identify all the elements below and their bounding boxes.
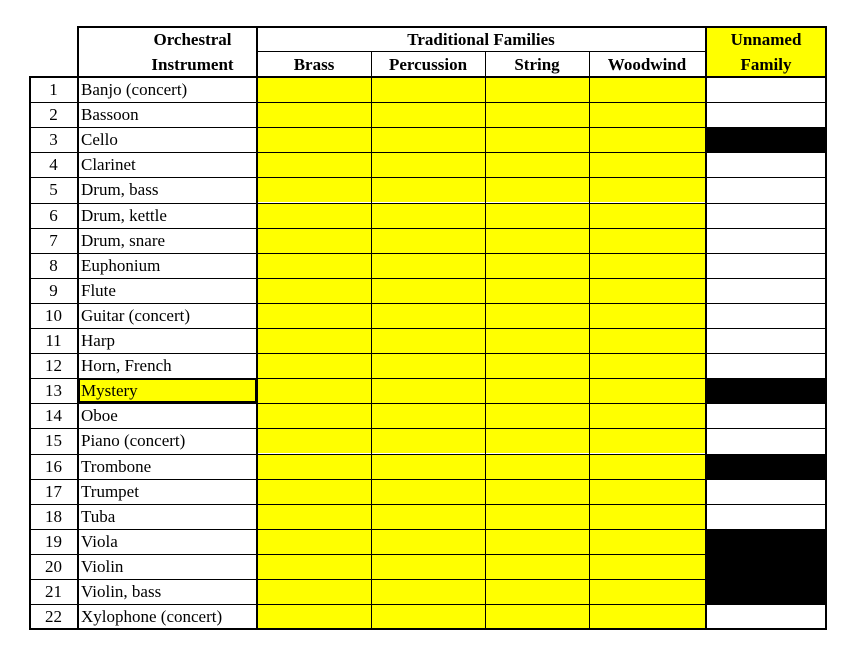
- unnamed-family-cell[interactable]: [706, 203, 827, 228]
- grid-line-row: [29, 504, 827, 505]
- grid-line-row: [29, 378, 827, 379]
- family-cell-perc[interactable]: [371, 428, 485, 453]
- instrument-family-table: [29, 26, 827, 630]
- family-cell-string[interactable]: [485, 127, 589, 152]
- unnamed-family-cell[interactable]: [706, 479, 827, 504]
- row-number: 7: [49, 230, 58, 250]
- unnamed-family-cell[interactable]: [706, 529, 827, 554]
- header-instrument-line1: Orchestral: [153, 30, 232, 49]
- instrument-name-cell[interactable]: Harp: [81, 331, 115, 350]
- instrument-name-cell[interactable]: Tuba: [81, 506, 116, 526]
- unnamed-family-cell[interactable]: [706, 428, 827, 453]
- family-cell-perc[interactable]: [371, 504, 485, 529]
- family-cell-wood[interactable]: [589, 102, 706, 127]
- grid-line-row: [29, 228, 827, 229]
- family-cell-string[interactable]: [485, 428, 589, 453]
- family-cell-wood[interactable]: [589, 504, 706, 529]
- family-cell-wood[interactable]: [589, 177, 706, 202]
- unnamed-family-cell[interactable]: [706, 604, 827, 629]
- row-number: 6: [49, 205, 58, 225]
- family-cell-string[interactable]: [485, 353, 589, 378]
- grid-line-after-string: [589, 51, 590, 629]
- family-cell-brass[interactable]: [257, 203, 371, 228]
- grid-line-after-number: [77, 26, 79, 629]
- family-cell-wood[interactable]: [589, 152, 706, 177]
- grid-line-row: [29, 604, 827, 605]
- grid-line-row: [29, 253, 827, 254]
- instrument-name-cell[interactable]: Euphonium: [81, 255, 161, 275]
- family-cell-perc[interactable]: [371, 403, 485, 428]
- unnamed-family-cell[interactable]: [706, 554, 827, 579]
- instrument-name-cell[interactable]: Clarinet: [81, 155, 136, 175]
- family-cell-brass[interactable]: [257, 479, 371, 504]
- family-cell-wood[interactable]: [589, 328, 706, 353]
- grid-line-row: [29, 127, 827, 128]
- family-cell-perc[interactable]: [371, 278, 485, 303]
- grid-line-row: [29, 479, 827, 480]
- family-cell-perc[interactable]: [371, 102, 485, 127]
- instrument-name-cell[interactable]: Drum, bass: [81, 180, 159, 200]
- family-cell-perc[interactable]: [371, 77, 485, 102]
- row-number: 17: [45, 481, 62, 501]
- family-cell-perc[interactable]: [371, 579, 485, 604]
- instrument-name-cell[interactable]: Piano (concert): [81, 431, 186, 451]
- family-cell-wood[interactable]: [589, 604, 706, 629]
- instrument-name-cell[interactable]: Trumpet: [81, 481, 139, 501]
- instrument-name-cell[interactable]: Flute: [81, 280, 116, 300]
- header-family-brass: Brass: [293, 55, 335, 74]
- row-number: 19: [45, 531, 62, 551]
- grid-line-top: [78, 26, 827, 28]
- instrument-name-cell[interactable]: Horn, French: [81, 356, 172, 376]
- family-cell-perc[interactable]: [371, 479, 485, 504]
- instrument-name-cell[interactable]: Violin, bass: [81, 582, 162, 601]
- grid-line-row: [29, 353, 827, 354]
- unnamed-family-cell[interactable]: [706, 77, 827, 102]
- family-cell-perc[interactable]: [371, 554, 485, 579]
- instrument-name-cell[interactable]: Oboe: [81, 406, 118, 426]
- unnamed-family-cell[interactable]: [706, 127, 827, 152]
- family-cell-brass[interactable]: [257, 403, 371, 428]
- family-cell-string[interactable]: [485, 203, 589, 228]
- grid-line-row: [29, 529, 827, 530]
- unnamed-family-cell[interactable]: [706, 454, 827, 479]
- grid-line-after-name: [256, 26, 258, 629]
- instrument-name-cell[interactable]: Viola: [81, 531, 118, 551]
- family-cell-string[interactable]: [485, 328, 589, 353]
- instrument-name-cell[interactable]: Drum, snare: [81, 230, 166, 250]
- family-cell-perc[interactable]: [371, 127, 485, 152]
- grid-line-right: [825, 26, 827, 629]
- family-cell-brass[interactable]: [257, 77, 371, 102]
- family-cell-string[interactable]: [485, 77, 589, 102]
- row-number: 13: [45, 381, 62, 401]
- family-cell-perc[interactable]: [371, 454, 485, 479]
- family-cell-wood[interactable]: [589, 127, 706, 152]
- family-cell-perc[interactable]: [371, 378, 485, 403]
- grid-line-row: [29, 278, 827, 279]
- unnamed-family-cell[interactable]: [706, 303, 827, 328]
- instrument-name-cell[interactable]: Violin: [81, 556, 124, 576]
- family-cell-perc[interactable]: [371, 353, 485, 378]
- grid-line-row: [29, 554, 827, 555]
- family-cell-brass[interactable]: [257, 253, 371, 278]
- family-cell-brass[interactable]: [257, 529, 371, 554]
- row-number: 9: [49, 280, 58, 300]
- header-family-woodwind: Woodwind: [607, 55, 687, 74]
- family-cell-brass[interactable]: [257, 303, 371, 328]
- unnamed-family-cell[interactable]: [706, 228, 827, 253]
- row-number: 1: [49, 80, 58, 99]
- instrument-name-cell[interactable]: Bassoon: [81, 105, 139, 125]
- family-cell-perc[interactable]: [371, 228, 485, 253]
- family-cell-string[interactable]: [485, 102, 589, 127]
- family-cell-wood[interactable]: [589, 554, 706, 579]
- grid-line-after-percussion: [485, 51, 486, 629]
- unnamed-family-cell[interactable]: [706, 102, 827, 127]
- family-cell-wood[interactable]: [589, 278, 706, 303]
- row-number: 2: [49, 105, 58, 125]
- family-cell-wood[interactable]: [589, 579, 706, 604]
- grid-line-row: [29, 428, 827, 429]
- family-cell-string[interactable]: [485, 529, 589, 554]
- instrument-name-cell[interactable]: Trombone: [81, 456, 152, 476]
- instrument-name-cell[interactable]: Cello: [81, 130, 118, 150]
- family-cell-brass[interactable]: [257, 604, 371, 629]
- grid-line-row: [29, 177, 827, 178]
- family-cell-string[interactable]: [485, 228, 589, 253]
- grid-line-bottom: [29, 628, 827, 630]
- family-cell-brass[interactable]: [257, 579, 371, 604]
- instrument-name-cell[interactable]: Xylophone (concert): [81, 607, 223, 627]
- header-unnamed-family: [706, 27, 826, 77]
- instrument-name-cell[interactable]: Guitar (concert): [81, 305, 191, 325]
- family-cell-string[interactable]: [485, 604, 589, 629]
- family-cell-string[interactable]: [485, 554, 589, 579]
- grid-line-row: [29, 152, 827, 153]
- family-cell-string[interactable]: [485, 152, 589, 177]
- row-number: 16: [45, 456, 62, 476]
- row-number: 10: [45, 305, 62, 325]
- family-cell-perc[interactable]: [371, 604, 485, 629]
- family-cell-brass[interactable]: [257, 152, 371, 177]
- row-number: 12: [45, 356, 62, 376]
- family-cell-brass[interactable]: [257, 228, 371, 253]
- header-instrument-line2: Instrument: [151, 55, 234, 74]
- unnamed-family-cell[interactable]: [706, 177, 827, 202]
- family-cell-wood[interactable]: [589, 454, 706, 479]
- family-cell-string[interactable]: [485, 278, 589, 303]
- header-unnamed-line2: Family: [740, 55, 792, 74]
- row-number: 8: [49, 255, 58, 275]
- family-cell-brass[interactable]: [257, 554, 371, 579]
- family-cell-wood[interactable]: [589, 228, 706, 253]
- family-cell-string[interactable]: [485, 378, 589, 403]
- instrument-name-cell[interactable]: Banjo (concert): [81, 80, 188, 99]
- grid-line-left: [29, 76, 31, 629]
- grid-line-traditional-under: [257, 51, 706, 52]
- family-cell-perc[interactable]: [371, 152, 485, 177]
- family-cell-string[interactable]: [485, 303, 589, 328]
- grid-line-row: [29, 403, 827, 404]
- family-cell-perc[interactable]: [371, 529, 485, 554]
- row-number: 15: [45, 431, 62, 451]
- row-number: 18: [45, 506, 62, 526]
- row-number: 3: [49, 130, 58, 150]
- family-cell-wood[interactable]: [589, 253, 706, 278]
- family-cell-string[interactable]: [485, 253, 589, 278]
- family-cell-wood[interactable]: [589, 479, 706, 504]
- grid-line-row: [29, 303, 827, 304]
- family-cell-wood[interactable]: [589, 203, 706, 228]
- instrument-name-cell[interactable]: Drum, kettle: [81, 205, 167, 225]
- unnamed-family-cell[interactable]: [706, 579, 827, 604]
- family-cell-perc[interactable]: [371, 328, 485, 353]
- header-family-percussion: Percussion: [388, 55, 468, 74]
- header-traditional-families: Traditional Families: [407, 30, 555, 49]
- unnamed-family-cell[interactable]: [706, 152, 827, 177]
- family-cell-brass[interactable]: [257, 328, 371, 353]
- grid-line-row: [29, 579, 827, 580]
- row-number: 21: [45, 582, 62, 601]
- unnamed-family-cell[interactable]: [706, 504, 827, 529]
- family-cell-wood[interactable]: [589, 529, 706, 554]
- family-cell-brass[interactable]: [257, 454, 371, 479]
- unnamed-family-cell[interactable]: [706, 403, 827, 428]
- family-cell-perc[interactable]: [371, 253, 485, 278]
- family-cell-string[interactable]: [485, 454, 589, 479]
- unnamed-family-cell[interactable]: [706, 378, 827, 403]
- unnamed-family-cell[interactable]: [706, 353, 827, 378]
- row-number: 5: [49, 180, 58, 200]
- family-cell-brass[interactable]: [257, 102, 371, 127]
- grid-line-after-woodwind: [705, 26, 707, 629]
- family-cell-wood[interactable]: [589, 353, 706, 378]
- family-cell-brass[interactable]: [257, 378, 371, 403]
- grid-line-row: [29, 203, 827, 204]
- family-cell-brass[interactable]: [257, 278, 371, 303]
- family-cell-wood[interactable]: [589, 303, 706, 328]
- row-number: 22: [45, 607, 62, 627]
- family-cell-string[interactable]: [485, 403, 589, 428]
- grid-line-row: [29, 102, 827, 103]
- family-cell-brass[interactable]: [257, 428, 371, 453]
- grid-line-after-brass: [371, 51, 372, 629]
- family-cell-perc[interactable]: [371, 177, 485, 202]
- family-cell-string[interactable]: [485, 579, 589, 604]
- row-number: 20: [45, 556, 62, 576]
- header-family-string: String: [514, 55, 560, 74]
- family-cell-brass[interactable]: [257, 353, 371, 378]
- family-cell-wood[interactable]: [589, 403, 706, 428]
- family-cell-perc[interactable]: [371, 303, 485, 328]
- family-cell-wood[interactable]: [589, 77, 706, 102]
- family-cell-brass[interactable]: [257, 127, 371, 152]
- family-cell-wood[interactable]: [589, 428, 706, 453]
- family-cell-wood[interactable]: [589, 378, 706, 403]
- unnamed-family-cell[interactable]: [706, 253, 827, 278]
- grid-line-header-bottom: [29, 76, 827, 78]
- family-cell-string[interactable]: [485, 177, 589, 202]
- row-number: 11: [45, 331, 62, 350]
- instrument-name-cell[interactable]: Mystery: [78, 378, 257, 403]
- grid-line-row: [29, 454, 827, 455]
- row-number: 4: [49, 155, 58, 175]
- unnamed-family-cell[interactable]: [706, 328, 827, 353]
- family-cell-perc[interactable]: [371, 203, 485, 228]
- family-cell-string[interactable]: [485, 504, 589, 529]
- grid-line-row: [29, 328, 827, 329]
- family-cell-brass[interactable]: [257, 177, 371, 202]
- family-cell-string[interactable]: [485, 479, 589, 504]
- header-unnamed-line1: Unnamed: [730, 30, 802, 49]
- row-number: 14: [45, 406, 62, 426]
- unnamed-family-cell[interactable]: [706, 278, 827, 303]
- family-cell-brass[interactable]: [257, 504, 371, 529]
